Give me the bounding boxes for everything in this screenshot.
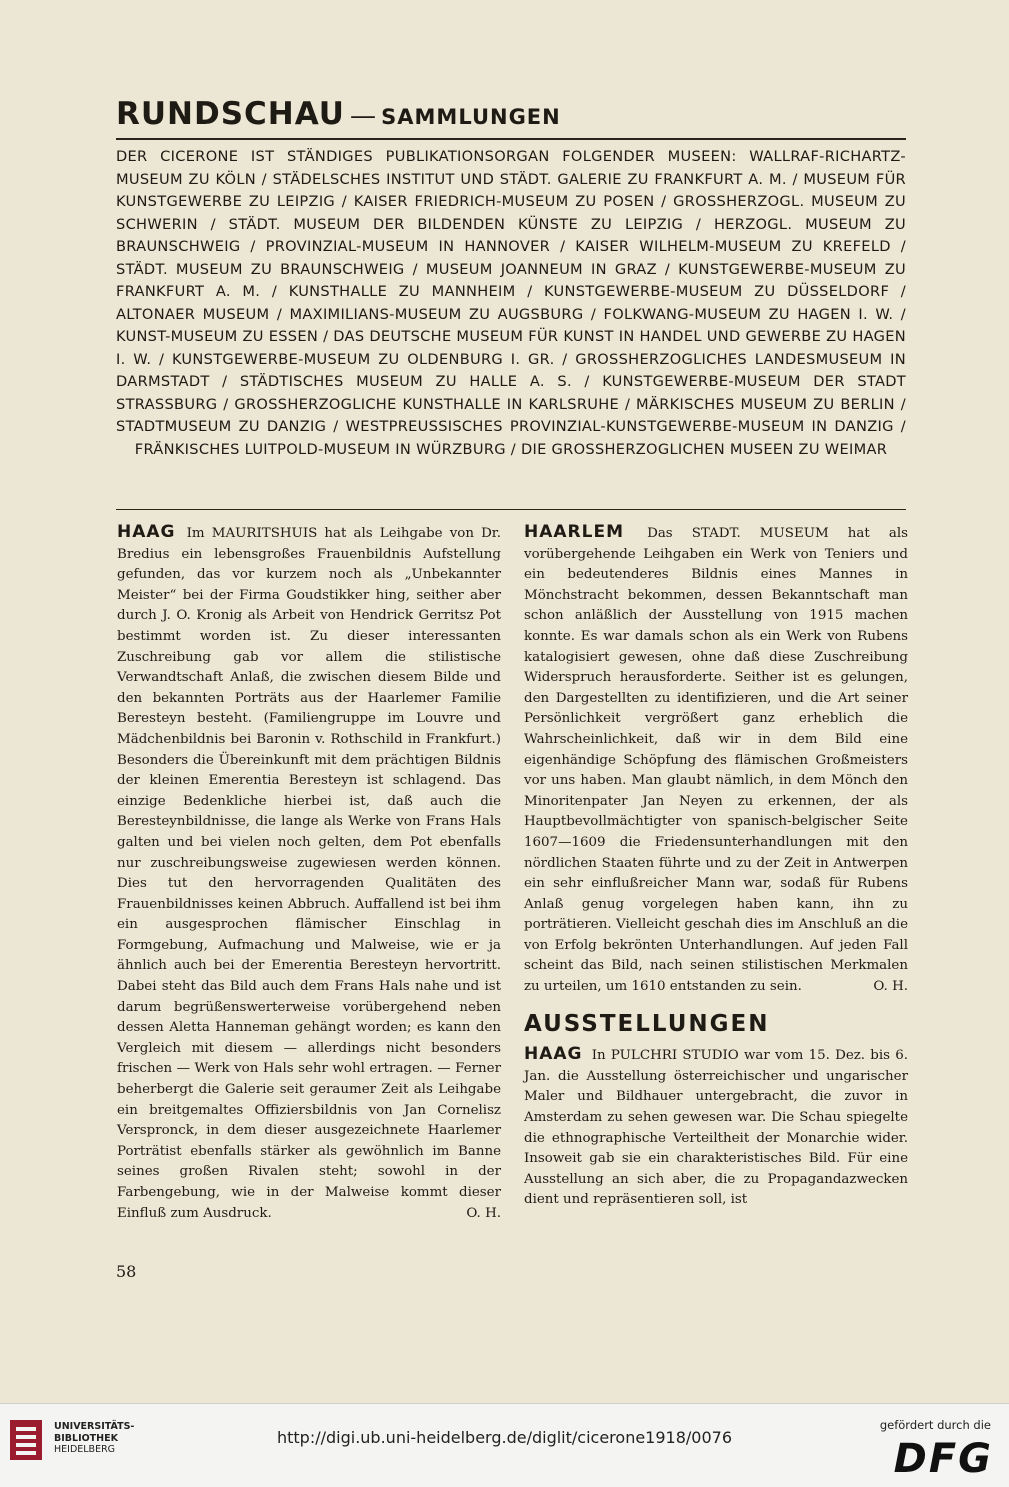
article-signature: O. H.: [873, 979, 908, 995]
article-text-haag-ausstellung: In PULCHRI STUDIO war vom 15. Dez. bis 6. Jan. die Ausstellung österreichischer und ungarischer Maler und Bildhauer untergebracht, die zuvor in Amsterdam zu sehen gewesen war. Die Schau spiegelte die ethnographische Verteiltheit der Monarchie wider. Insoweit gab sie ein charakteristisches Bild. Für eine Ausstellung an sich aber, die zu Propagandazwecken dient und repräsentieren soll, ist: [524, 1048, 909, 1208]
right-column: [524, 522, 908, 1211]
header-rule: [116, 138, 906, 140]
article-haag: [117, 522, 501, 1224]
article-city-haarlem: HAARLEM: [524, 522, 624, 542]
museum-list: DER CICERONE IST STÄNDIGES PUBLIKATIONSORGAN FOLGENDER MUSEEN: WALLRAF-RICHARTZ-MUSEUM ZU KÖLN / STÄDELSCHES INSTITUT UND STÄDT. GALERIE ZU FRANKFURT A. M. / MUSEUM FÜR KUNSTGEWERBE ZU LEIPZIG / KAISER FRIEDRICH-MUSEUM ZU POSEN / GROSSHERZOGL. MUSEUM ZU SCHWERIN / STÄDT. MUSEUM DER BILDENDEN KÜNSTE ZU LEIPZIG / HERZOGL. MUSEUM ZU BRAUNSCHWEIG / PROVINZIAL-MUSEUM IN HANNOVER / KAISER WILHELM-MUSEUM ZU KREFELD / STÄDT. MUSEUM ZU BRAUNSCHWEIG / MUSEUM JOANNEUM IN GRAZ / KUNSTGEWERBE-MUSEUM ZU FRANKFURT A. M. / KUNSTHALLE ZU MANNHEIM / KUNSTGEWERBE-MUSEUM ZU DÜSSELDORF / ALTONAER MUSEUM / MAXIMILIANS-MUSEUM ZU AUGSBURG / FOLKWANG-MUSEUM ZU HAGEN I. W. / KUNST-MUSEUM ZU ESSEN / DAS DEUTSCHE MUSEUM FÜR KUNST IN HANDEL UND GEWERBE ZU HAGEN I. W. / KUNSTGEWERBE-MUSEUM ZU OLDENBURG I. GR. / GROSSHERZOGLICHES LANDESMUSEUM IN DARMSTADT / STÄDTISCHES MUSEUM ZU HALLE A. S. / KUNSTGEWERBE-MUSEUM DER STADT STRASSBURG / GROSSHERZOGLICHE KUNSTHALLE IN KARLSRUHE / MÄRKISCHES MUSEUM ZU BERLIN / STADTMUSEUM ZU DANZIG / WESTPREUSSISCHES PROVINZIAL-KUNSTGEWERBE-MUSEUM IN DANZIG / FRÄNKISCHES LUITPOLD-MUSEUM IN WÜRZBURG / DIE GROSSHERZOGLICHEN MUSEEN ZU WEIMAR: [116, 148, 906, 458]
article-text-haarlem: Das STADT. MUSEUM hat als vorübergehende Leihgaben ein Werk von Teniers und ein bedeutenderes Bildnis eines Mannes in Mönchstracht bekommen, dessen Bekanntschaft man schon anläßlich der Ausstellung von 1915 machen konnte. Es war damals schon als ein Werk von Rubens katalogisiert gewesen, ohne daß diese Zuschreibung Widerspruch herausforderte. Seither ist es gelungen, den Dargestellten zu identifizieren, und die Art seiner Persönlichkeit vergrößert ganz erheblich die Wahrscheinlichkeit, daß wir in dem Bild eine eigenhändige Schöpfung des flämischen Großmeisters vor uns haben. Man glaubt nämlich, in dem Mönch den Minoritenpater Jan Neyen zu erkennen, der als Hauptbevollmächtigter von spanisch-belgischer Seite 1607—1609 die Friedensunterhandlungen mit den nördlichen Staaten führte und zu der Zeit in Antwerpen ein sehr einflußreicher Mann war, sodaß für Rubens Anlaß genug vorgelegen haben kann, ihn zu porträtieren. Vielleicht geschah dies im Anschluß an die von Erfolg bekrönten Unterhandlungen. Auf jeden Fall scheint das Bild, nach seinen stilistischen Merkmalen zu urteilen, um 1610 entstanden zu sein.: [524, 526, 908, 995]
library-name: UNIVERSITÄTS- BIBLIOTHEK HEIDELBERG: [54, 1421, 135, 1455]
article-city-haag: HAAG: [117, 522, 176, 542]
article-signature: O. H.: [466, 1205, 501, 1221]
left-column: [117, 522, 501, 1224]
funded-by-label: gefördert durch die: [879, 1418, 991, 1432]
section-subtitle: SAMMLUNGEN: [381, 105, 561, 129]
source-url-link[interactable]: http://digi.ub.uni-heidelberg.de/diglit/cicerone1918/0076: [276, 1428, 732, 1447]
page-header: [116, 96, 906, 132]
title-separator: —: [350, 101, 377, 131]
dfg-logo: DFG: [893, 1436, 993, 1482]
column-divider-rule: [116, 509, 906, 510]
article-text-haag: Im MAURITSHUIS hat als Leihgabe von Dr. Bredius ein lebensgroßes Frauenbildnis Aufstellung gefunden, das vor kurzem noch als „Unbekannter Meister“ bei der Firma Goudstikker hing, seither aber durch J. O. Kronig als Arbeit von Hendrick Gerritsz Pot bestimmt worden ist. Zu dieser interessanten Zuschreibung gab vor allem die stilistische Verwandtschaft Anlaß, die zwischen diesem Bilde und den bekannten Porträts aus der Haarlemer Familie Beresteyn besteht. (Familiengruppe im Louvre und Mädchenbildnis bei Baronin v. Rothschild in Frankfurt.) Besonders die Übereinkunft mit dem prächtigen Bildnis der kleinen Emerentia Beresteyn ist schlagend. Das einzige Bedenkliche hierbei ist, daß auch die Beresteynbildnisse, die lange als Werke von Frans Hals galten und bei vielen noch gelten, dem Pot ebenfalls nur zuschreibungsweise zugewiesen werden können. Dies tut den hervorragenden Qualitäten des Frauenbildnisses keinen Abbruch. Auffallend ist bei ihm ein ausgesprochen flämischer Einschlag in Formgebung, Aufmachung und Malweise, wie er ja ähnlich auch bei der Emerentia Beresteyn hervortritt. Dabei steht das Bild auch dem Frans Hals nahe und ist darum begrüßenswerterweise vorübergehend neben dessen Aletta Hanneman gehängt worden; es kann den Vergleich mit diesem — allerdings nicht besonders frischen — Werk von Hals sehr wohl ertragen. — Ferner beherbergt die Galerie seit geraumer Zeit als Leihgabe ein breitgemaltes Offiziersbildnis von Jan Cornelisz Verspronck, in dem dieser ausgezeichnete Haarlemer Porträtist ebenfalls stärker als gewöhnlich im Banne seines großen Rivalen steht; sowohl in der Farbengebung, wie in der Malweise kommt dieser Einfluß zum Ausdruck.: [117, 526, 501, 1221]
page-number: 58: [116, 1262, 137, 1281]
article-haag-ausstellung: [524, 1044, 908, 1211]
viewer-footer: [0, 1403, 1009, 1487]
article-city-haag-ausstellung: HAAG: [524, 1044, 583, 1065]
article-haarlem: [524, 522, 908, 998]
ausstellungen-heading: AUSSTELLUNGEN: [524, 1010, 770, 1037]
section-title: RUNDSCHAU: [116, 96, 345, 132]
